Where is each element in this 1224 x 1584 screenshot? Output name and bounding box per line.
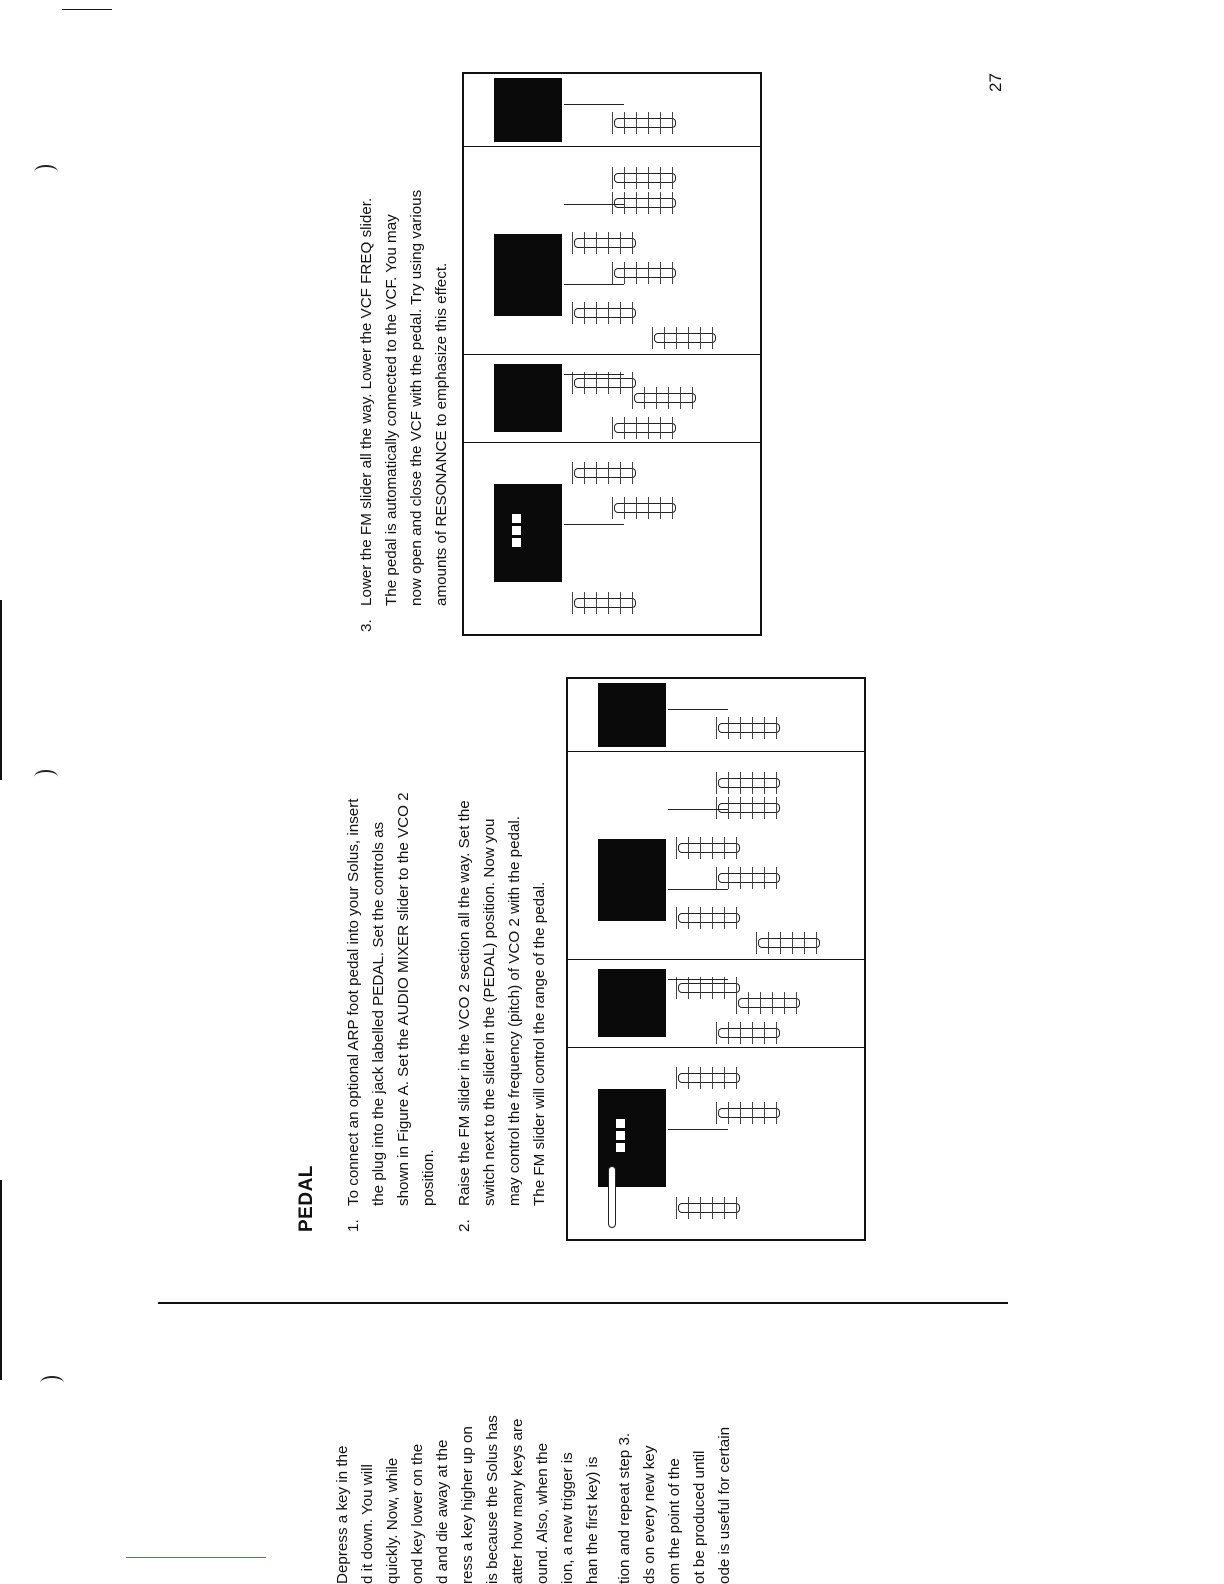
slider-tick	[692, 387, 693, 409]
vco2-indicator	[512, 514, 521, 523]
slider-tick	[608, 462, 609, 484]
slider-tick	[660, 192, 661, 214]
slider-tick	[624, 192, 625, 214]
slider-tick	[728, 772, 729, 794]
slider-tick	[740, 797, 741, 819]
step-2	[452, 800, 552, 1232]
text-line: om the point of the	[666, 1458, 683, 1584]
slider-tick	[728, 1022, 729, 1044]
slider-tick	[736, 837, 737, 859]
slider-tick	[672, 112, 673, 134]
text-line: d it down. You will	[359, 1464, 376, 1584]
slider-tick	[700, 1197, 701, 1219]
slider-tick	[804, 932, 805, 954]
slider-tick	[752, 797, 753, 819]
control-panel-diagram-a	[566, 677, 866, 1241]
slider-tick	[688, 327, 689, 349]
slider-tick	[764, 797, 765, 819]
slider-tick	[724, 977, 725, 999]
binding-mark	[0, 600, 2, 780]
page-number: 27	[986, 73, 1005, 92]
vcf-module-block	[598, 839, 666, 921]
slider-tick	[768, 932, 769, 954]
step-3	[354, 190, 454, 632]
text-line: d and die away at the	[434, 1439, 451, 1584]
section-divider	[158, 1302, 1008, 1304]
slider-tick	[648, 192, 649, 214]
slider-tick	[688, 907, 689, 929]
slider-tick	[624, 167, 625, 189]
slider-tick	[688, 1197, 689, 1219]
text-line: ot be produced until	[691, 1450, 708, 1584]
text-line: shown in Figure A. Set the AUDIO MIXER slider to the VCO 2	[395, 792, 412, 1206]
slider-tick	[572, 462, 573, 484]
top-margin-rule	[62, 9, 112, 10]
slider-tick	[776, 1022, 777, 1044]
slider-tick	[676, 977, 677, 999]
slider-tick	[608, 302, 609, 324]
slider-tick	[636, 192, 637, 214]
slider-tick	[792, 932, 793, 954]
slider-tick	[660, 497, 661, 519]
slider-tick	[716, 1022, 717, 1044]
slider-tick	[620, 372, 621, 394]
vco2-indicator	[616, 1119, 625, 1128]
slider-tick	[724, 1197, 725, 1219]
slider-tick	[636, 167, 637, 189]
slider-tick	[716, 772, 717, 794]
text-line: Lower the FM slider all the way. Lower the VCF FREQ slider.	[358, 197, 375, 606]
slider-tick	[632, 592, 633, 614]
slider-tick	[784, 992, 785, 1014]
lfo-module-block	[598, 969, 666, 1037]
binding-mark	[0, 1180, 2, 1380]
slider-tick	[772, 992, 773, 1014]
slider-tick	[736, 1197, 737, 1219]
slider-tick	[612, 497, 613, 519]
slider-tick	[712, 977, 713, 999]
text-line: now open and close the VCF with the pedal. Try using various	[408, 189, 425, 606]
slider-tick	[624, 262, 625, 284]
signal-line	[668, 979, 728, 980]
slider-tick	[700, 327, 701, 349]
slider-tick	[636, 497, 637, 519]
text-line: ode is useful for certain	[716, 1426, 733, 1584]
panel-divider	[568, 959, 864, 960]
panel-divider	[464, 146, 760, 147]
text-line: To connect an optional ARP foot pedal into your Solus, insert	[345, 798, 362, 1206]
signal-line	[564, 374, 624, 375]
slider-tick	[724, 1067, 725, 1089]
slider-tick	[676, 1067, 677, 1089]
text-line: ion, a new trigger is	[559, 1452, 576, 1584]
left-paragraph-b	[612, 1427, 737, 1584]
text-line: atter how many keys are	[509, 1418, 526, 1584]
slider-tick	[620, 232, 621, 254]
slider-tick	[728, 867, 729, 889]
vco2-indicator	[512, 526, 521, 535]
slider-tick	[608, 232, 609, 254]
slider-tick	[660, 112, 661, 134]
slider-tick	[572, 592, 573, 614]
slider-tick	[608, 592, 609, 614]
slider-tick	[612, 417, 613, 439]
slider-tick	[728, 797, 729, 819]
slider-tick	[636, 417, 637, 439]
signal-line	[564, 204, 624, 205]
vca-module-block	[494, 78, 562, 142]
slider-tick	[776, 772, 777, 794]
slider-tick	[672, 262, 673, 284]
slider-tick	[584, 232, 585, 254]
diagram-labels	[570, 1199, 600, 1239]
slider-tick	[624, 497, 625, 519]
step-number: 1.	[345, 1219, 362, 1232]
slider-tick	[572, 372, 573, 394]
slider-tick	[632, 232, 633, 254]
slider-tick	[736, 977, 737, 999]
text-line: is because the Solus has	[484, 1415, 501, 1584]
slider-tick	[632, 302, 633, 324]
slider-tick	[636, 112, 637, 134]
signal-line	[564, 284, 624, 285]
slider-tick	[728, 717, 729, 739]
slider-tick	[728, 1102, 729, 1124]
slider-tick	[620, 302, 621, 324]
slider-tick	[648, 112, 649, 134]
slider-tick	[676, 327, 677, 349]
slider-tick	[632, 372, 633, 394]
text-line: han the first key) is	[584, 1456, 601, 1584]
signal-line	[668, 709, 728, 710]
slider-tick	[676, 1197, 677, 1219]
slider-tick	[776, 867, 777, 889]
slider-tick	[752, 772, 753, 794]
slider-tick	[756, 932, 757, 954]
slider-tick	[652, 327, 653, 349]
slider-tick	[644, 387, 645, 409]
slider-tick	[764, 1022, 765, 1044]
slider-tick	[612, 262, 613, 284]
slider-tick	[752, 1102, 753, 1124]
hole-punch-mark	[34, 770, 58, 784]
slider-tick	[780, 932, 781, 954]
hole-punch-mark	[40, 1376, 64, 1390]
slider-tick	[612, 167, 613, 189]
slider-tick	[700, 907, 701, 929]
text-line: ond key lower on the	[409, 1443, 426, 1584]
slider-tick	[612, 192, 613, 214]
text-line: ds on every new key	[641, 1445, 658, 1584]
slider-tick	[660, 262, 661, 284]
slider-tick	[740, 867, 741, 889]
text-line: quickly. Now, while	[384, 1457, 401, 1584]
slider-tick	[636, 262, 637, 284]
slider-tick	[660, 167, 661, 189]
slider-tick	[688, 837, 689, 859]
hole-punch-mark	[34, 165, 58, 179]
slider-tick	[764, 1102, 765, 1124]
step-number: 2.	[456, 1219, 473, 1232]
slider-tick	[668, 387, 669, 409]
panel-divider	[464, 442, 760, 443]
slider-tick	[752, 1022, 753, 1044]
slider-tick	[596, 232, 597, 254]
slider-tick	[680, 387, 681, 409]
vco2-module-block	[494, 484, 562, 582]
slider-tick	[596, 462, 597, 484]
slider-tick	[776, 1102, 777, 1124]
slider-tick	[764, 772, 765, 794]
text-line: ress a key higher up on	[459, 1426, 476, 1584]
text-line: Depress a key in the	[334, 1445, 351, 1584]
slider-tick	[672, 167, 673, 189]
slider-tick	[648, 497, 649, 519]
slider-tick	[656, 387, 657, 409]
slider-tick	[816, 932, 817, 954]
signal-line	[564, 104, 624, 105]
bottom-rule	[126, 1557, 266, 1558]
slider-tick	[596, 302, 597, 324]
slider-tick	[664, 327, 665, 349]
slider-tick	[700, 837, 701, 859]
slider-tick	[752, 867, 753, 889]
slider-tick	[776, 717, 777, 739]
slider-tick	[632, 462, 633, 484]
control-panel-diagram-b	[462, 72, 762, 636]
panel-divider	[568, 1047, 864, 1048]
slider-tick	[620, 462, 621, 484]
slider-tick	[764, 867, 765, 889]
slider-tick	[796, 992, 797, 1014]
slider-tick	[740, 1102, 741, 1124]
section-heading: PEDAL	[296, 1165, 317, 1232]
vco2-indicator	[616, 1143, 625, 1152]
slider-tick	[688, 977, 689, 999]
text-line: may control the frequency (pitch) of VCO 2 with the pedal.	[506, 815, 523, 1206]
step-number: 3.	[358, 619, 375, 632]
slider-tick	[740, 772, 741, 794]
slider-tick	[676, 907, 677, 929]
slider-tick	[712, 1067, 713, 1089]
text-line: The FM slider will control the range of the pedal.	[531, 881, 548, 1206]
left-paragraph-a	[330, 1415, 605, 1584]
slider-tick	[700, 1067, 701, 1089]
slider-tick	[584, 372, 585, 394]
slider-tick	[712, 1197, 713, 1219]
slider-tick	[612, 112, 613, 134]
vco2-indicator	[616, 1131, 625, 1140]
text-line: ound. Also, when the	[534, 1442, 551, 1584]
slider-tick	[688, 1067, 689, 1089]
slider-tick	[764, 717, 765, 739]
text-line: switch next to the slider in the (PEDAL) position. Now you	[481, 818, 498, 1206]
slider-tick	[572, 302, 573, 324]
signal-line	[668, 809, 728, 810]
slider-tick	[724, 907, 725, 929]
slider-tick	[716, 867, 717, 889]
slider-tick	[740, 717, 741, 739]
text-line: Raise the FM slider in the VCO 2 section all the way. Set the	[456, 800, 473, 1206]
slider-tick	[584, 302, 585, 324]
lfo-module-block	[494, 364, 562, 432]
signal-line	[668, 1129, 728, 1130]
slider-tick	[736, 1067, 737, 1089]
slider-tick	[716, 797, 717, 819]
slider-tick	[648, 167, 649, 189]
slider-tick	[712, 327, 713, 349]
slider-tick	[584, 462, 585, 484]
slider-tick	[596, 372, 597, 394]
signal-line	[564, 524, 624, 525]
panel-divider	[568, 751, 864, 752]
text-line: the plug into the jack labelled PEDAL. Set the controls as	[370, 821, 387, 1206]
vco2-indicator	[512, 538, 521, 547]
slider-tick	[776, 797, 777, 819]
slider-tick	[672, 417, 673, 439]
text-line: The pedal is automatically connected to the VCF. You may	[383, 214, 400, 606]
vca-module-block	[598, 683, 666, 747]
step-1	[341, 792, 441, 1232]
vco2-tune-slider	[608, 1166, 616, 1228]
slider-tick	[748, 992, 749, 1014]
slider-tick	[624, 112, 625, 134]
slider-tick	[700, 977, 701, 999]
slider-tick	[620, 592, 621, 614]
slider-tick	[660, 417, 661, 439]
slider-tick	[584, 592, 585, 614]
slider-tick	[736, 907, 737, 929]
slider-tick	[672, 192, 673, 214]
slider-tick	[716, 717, 717, 739]
slider-tick	[740, 1022, 741, 1044]
slider-tick	[648, 262, 649, 284]
slider-tick	[712, 907, 713, 929]
text-line: tion and repeat step 3.	[616, 1432, 633, 1584]
slider-tick	[752, 717, 753, 739]
slider-tick	[648, 417, 649, 439]
slider-tick	[608, 372, 609, 394]
slider-tick	[672, 497, 673, 519]
vcf-module-block	[494, 234, 562, 316]
slider-tick	[572, 232, 573, 254]
signal-line	[668, 889, 728, 890]
panel-divider	[464, 354, 760, 355]
text-line: position.	[420, 1149, 437, 1206]
slider-tick	[724, 837, 725, 859]
slider-tick	[596, 592, 597, 614]
text-line: amounts of RESONANCE to emphasize this effect.	[433, 262, 450, 606]
slider-tick	[712, 837, 713, 859]
slider-tick	[624, 417, 625, 439]
slider-tick	[716, 1102, 717, 1124]
slider-tick	[676, 837, 677, 859]
slider-tick	[760, 992, 761, 1014]
